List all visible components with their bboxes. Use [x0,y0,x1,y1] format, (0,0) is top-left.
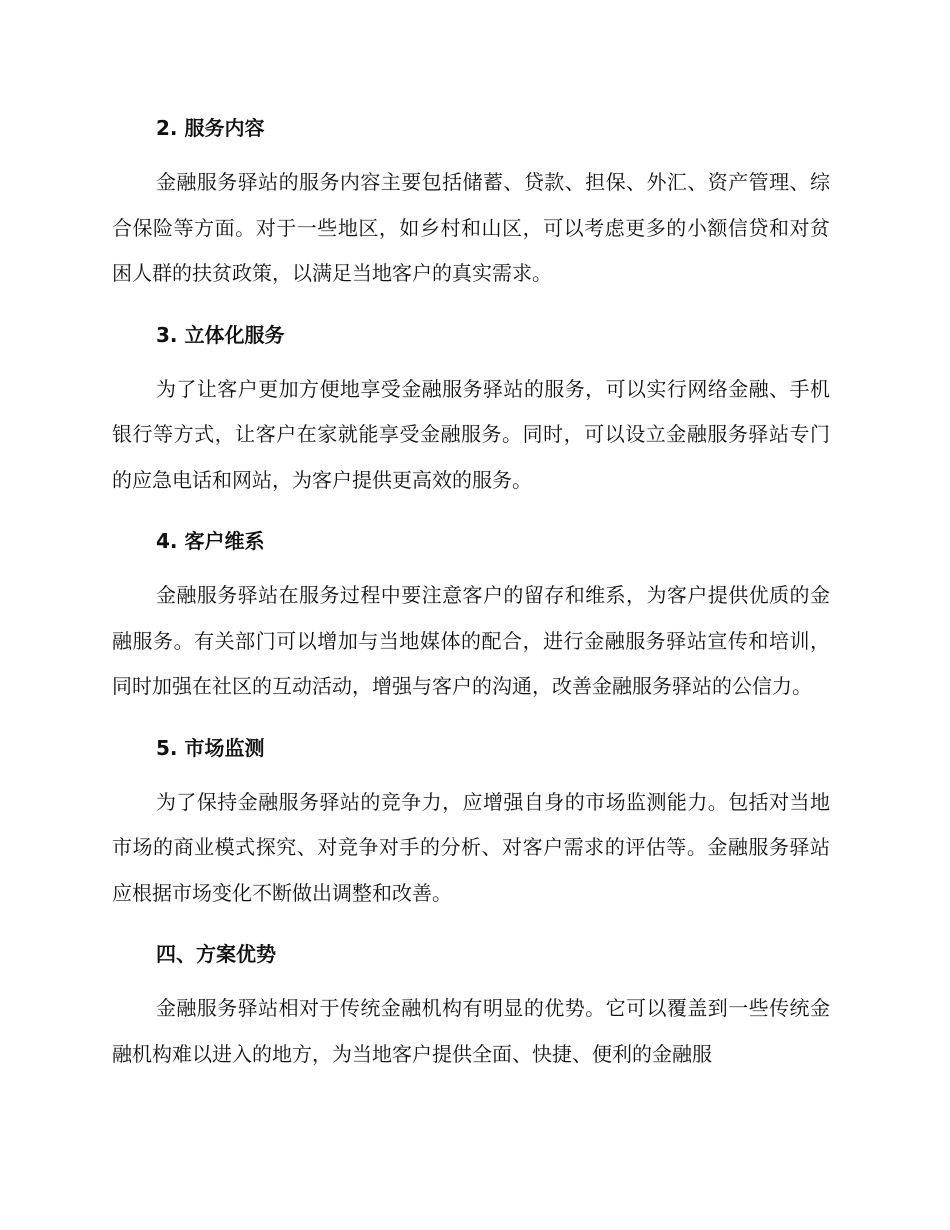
section-market-monitoring [112,724,830,917]
section-service-content [112,104,830,297]
section-paragraph: 金融服务驿站在服务过程中要注意客户的留存和维系，为客户提供优质的金融服务。有关部门可以增加与当地媒体的配合，进行金融服务驿站宣传和培训，同时加强在社区的互动活动，增强与客户的沟通，改善金融服务驿站的公信力。 [112,583,830,698]
section-heading: 4. 客户维系 [156,529,265,553]
section-integrated-service [112,311,830,504]
section-heading: 2. 服务内容 [156,116,265,140]
section-customer-retention [112,517,830,710]
section-heading: 3. 立体化服务 [156,322,285,347]
section-heading: 5. 市场监测 [156,735,265,760]
section-heading: 四、方案优势 [156,942,276,966]
section-paragraph: 金融服务驿站相对于传统金融机构有明显的优势。它可以覆盖到一些传统金融机构难以进入的地方，为当地客户提供全面、快捷、便利的金融服 [112,996,830,1066]
section-paragraph: 金融服务驿站的服务内容主要包括储蓄、贷款、担保、外汇、资产管理、综合保险等方面。对于一些地区，如乡村和山区，可以考虑更多的小额信贷和对贫困人群的扶贫政策，以满足当地客户的真实需求。 [112,170,830,285]
section-paragraph: 为了让客户更加方便地享受金融服务驿站的服务，可以实行网络金融、手机银行等方式，让客户在家就能享受金融服务。同时，可以设立金融服务驿站专门的应急电话和网站，为客户提供更高效的服务。 [112,376,830,492]
document-page [112,104,830,1091]
section-paragraph: 为了保持金融服务驿站的竞争力，应增强自身的市场监测能力。包括对当地市场的商业模式探究、对竞争对手的分析、对客户需求的评估等。金融服务驿站应根据市场变化不断做出调整和改善。 [112,789,830,905]
section-plan-advantages [112,930,830,1077]
